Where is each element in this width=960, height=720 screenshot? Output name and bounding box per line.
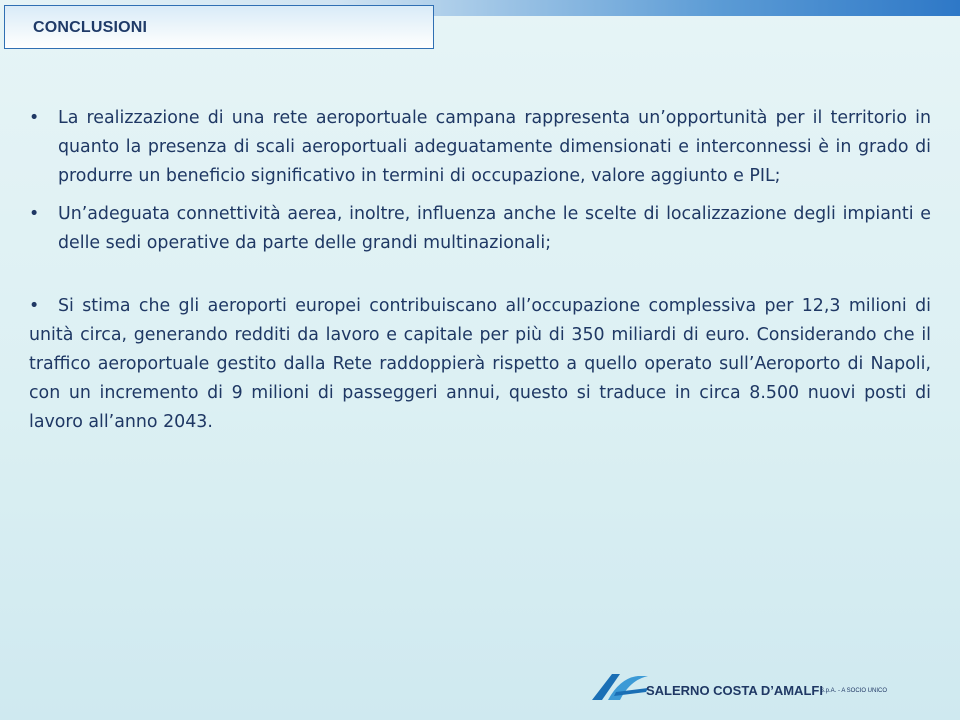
paragraph-employment-line2: Considerando che il traffico aeroportuale gestito dalla Rete raddoppierà rispetto a quello operato sull’Aeroporto di Napoli, con un incremento di 9 milioni di passeggeri annui, questo si traduce in circa 8.500 nuovi posti di lavoro all’anno 2043. <box>29 325 931 432</box>
logo-subtitle: S.p.A. - A SOCIO UNICO <box>820 688 888 694</box>
bullet-text-1: La realizzazione di una rete aeroportuale campana rappresenta un’opportunità per il territorio in quanto la presenza di scali aeroportuali adeguatamente dimensionati e interconnessi è in grado di produrre un beneficio significativo in termini di occupazione, valore aggiunto e PIL; <box>58 108 931 186</box>
logo-wave-icon <box>590 670 650 704</box>
bullet-dot: • <box>29 296 40 316</box>
bullet-text-2: Un’adeguata connettività aerea, inoltre, influenza anche le scelte di localizzazione degli impianti e delle sedi operative da parte delle grandi multinazionali; <box>58 204 931 253</box>
bullet-item-2 <box>29 200 931 258</box>
slide-title: CONCLUSIONI <box>33 19 148 36</box>
slide-content <box>29 104 931 437</box>
paragraph-employment <box>29 292 931 437</box>
title-box <box>4 5 434 49</box>
paragraph-employment-line1: Si stima che gli aeroporti europei contribuiscano all’occupazione complessiva per 12,3 milioni di unità circa, generando redditi da lavoro e capitale per più di 350 miliardi di euro. <box>29 296 931 345</box>
bullet-dot: • <box>29 108 40 128</box>
bullet-dot: • <box>29 204 40 224</box>
company-logo <box>590 670 890 704</box>
bullet-item-1 <box>29 104 931 191</box>
logo-name: SALERNO COSTA D’AMALFI <box>646 683 823 698</box>
